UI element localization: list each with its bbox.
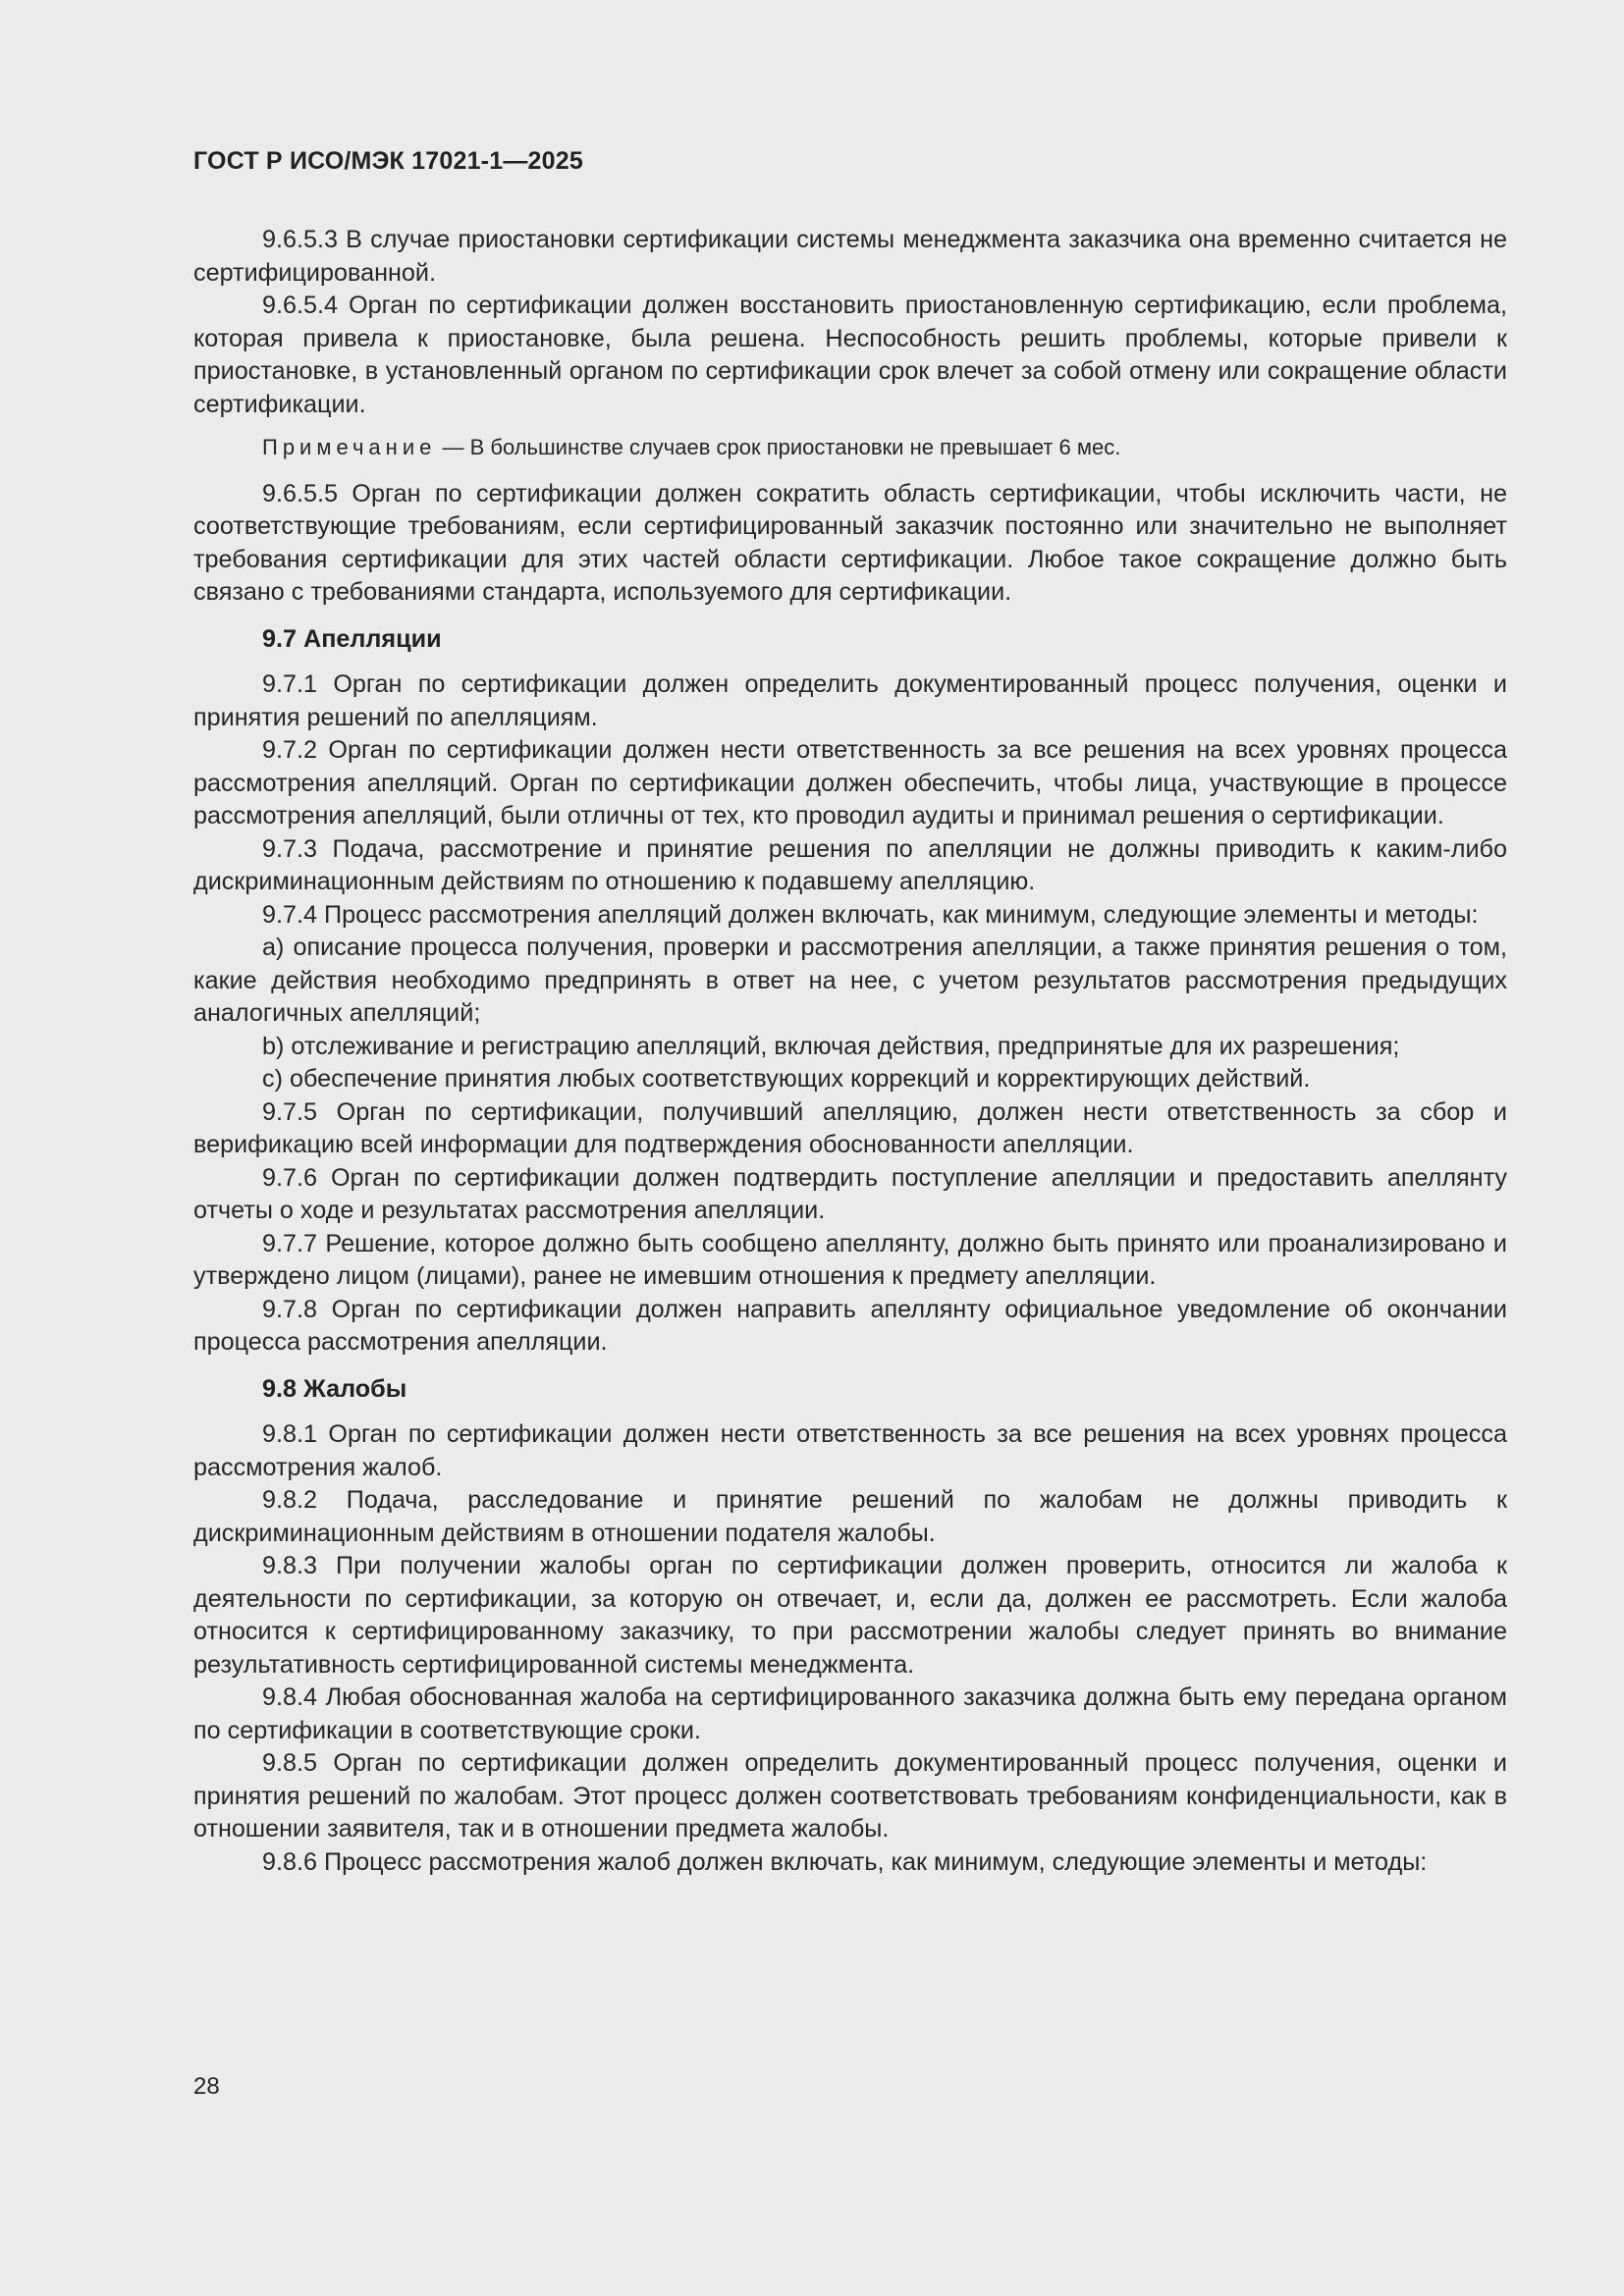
paragraph: 9.7.7 Решение, которое должно быть сообщено апеллянту, должно быть принято или проанализировано и утверждено лицом (лицами), ранее не имевшим отношения к предмету апелляции. bbox=[193, 1229, 1507, 1290]
paragraph: 9.8.6 Процесс рассмотрения жалоб должен включать, как минимум, следующие элементы и методы: bbox=[262, 1847, 1428, 1876]
document-body bbox=[193, 224, 1507, 1879]
paragraph: 9.7.4 Процесс рассмотрения апелляций должен включать, как минимум, следующие элементы и методы: bbox=[262, 900, 1479, 929]
note-label: Примечание bbox=[262, 435, 437, 459]
list-item: b) отслеживание и регистрацию апелляций, включая действия, предпринятые для их разрешения; bbox=[262, 1032, 1400, 1060]
paragraph: 9.8.4 Любая обоснованная жалоба на сертифицированного заказчика должна быть ему передана органом по сертификации в соответствующие сроки. bbox=[193, 1683, 1507, 1744]
document-header: ГОСТ Р ИСО/МЭК 17021-1—2025 bbox=[193, 147, 583, 175]
paragraph: 9.7.1 Орган по сертификации должен определить документированный процесс получения, оценки и принятия решений по апелляциям. bbox=[193, 670, 1507, 731]
section-heading: 9.7 Апелляции bbox=[262, 624, 442, 653]
paragraph: 9.6.5.5 Орган по сертификации должен сократить область сертификации, чтобы исключить части, не соответствующие требованиям, если сертифицированный заказчик постоянно или значительно не выполняет требования сертификации для этих частей области сертификации. Любое такое сокращение должно быть связано с требованиями стандарта, используемого для сертификации. bbox=[193, 479, 1507, 606]
paragraph: 9.7.3 Подача, рассмотрение и принятие решения по апелляции не должны приводить к каким-либо дискриминационным действиям по отношению к подавшему апелляцию. bbox=[193, 834, 1507, 895]
page-number: 28 bbox=[193, 2073, 220, 2100]
note-text: — В большинстве случаев срок приостановки не превышает 6 мес. bbox=[442, 435, 1121, 459]
paragraph: 9.7.8 Орган по сертификации должен направить апеллянту официальное уведомление об окончании процесса рассмотрения апелляции. bbox=[193, 1295, 1507, 1356]
paragraph: 9.7.6 Орган по сертификации должен подтвердить поступление апелляции и предоставить апеллянту отчеты о ходе и результатах рассмотрения апелляции. bbox=[193, 1163, 1507, 1224]
paragraph: 9.6.5.4 Орган по сертификации должен восстановить приостановленную сертификацию, если проблема, которая привела к приостановке, была решена. Неспособность решить проблемы, которые привели к приостановке, в установленный органом по сертификации срок влечет за собой отмену или сокращение области сертификации. bbox=[193, 292, 1507, 418]
paragraph: 9.6.5.3 В случае приостановки сертификации системы менеджмента заказчика она временно считается не сертифицированной. bbox=[193, 226, 1507, 287]
paragraph: 9.8.3 При получении жалобы орган по сертификации должен проверить, относится ли жалоба к деятельности по сертификации, за которую он отвечает, и, если да, должен ее рассмотреть. Если жалоба относится к сертифицированному заказчику, то при рассмотрении жалобы следует принять во внимание результативность сертифицированной системы менеджмента. bbox=[193, 1552, 1507, 1679]
list-item: a) описание процесса получения, проверки и рассмотрения апелляции, а также принятия решения о том, какие действия необходимо предпринять в ответ на нее, с учетом результатов рассмотрения предыдущих аналогичных апелляций; bbox=[193, 934, 1507, 1027]
paragraph: 9.7.5 Орган по сертификации, получивший апелляцию, должен нести ответственность за сбор и верификацию всей информации для подтверждения обоснованности апелляции. bbox=[193, 1097, 1507, 1158]
section-heading: 9.8 Жалобы bbox=[262, 1374, 407, 1403]
paragraph: 9.8.5 Орган по сертификации должен определить документированный процесс получения, оценки и принятия решений по жалобам. Этот процесс должен соответствовать требованиям конфиденциальности, как в отношении заявителя, так и в отношении предмета жалобы. bbox=[193, 1749, 1507, 1842]
paragraph: 9.8.2 Подача, расследование и принятие решений по жалобам не должны приводить к дискриминационным действиям в отношении подателя жалобы. bbox=[193, 1486, 1507, 1547]
list-item: c) обеспечение принятия любых соответствующих коррекций и корректирующих действий. bbox=[262, 1065, 1311, 1093]
note bbox=[193, 431, 1507, 464]
paragraph: 9.8.1 Орган по сертификации должен нести ответственность за все решения на всех уровнях процесса рассмотрения жалоб. bbox=[193, 1420, 1507, 1481]
paragraph: 9.7.2 Орган по сертификации должен нести ответственность за все решения на всех уровнях процесса рассмотрения апелляций. Орган по сертификации должен обеспечить, чтобы лица, участвующие в процессе рассмотрения апелляций, были отличны от тех, кто проводил аудиты и принимал решения о сертификации. bbox=[193, 736, 1507, 829]
